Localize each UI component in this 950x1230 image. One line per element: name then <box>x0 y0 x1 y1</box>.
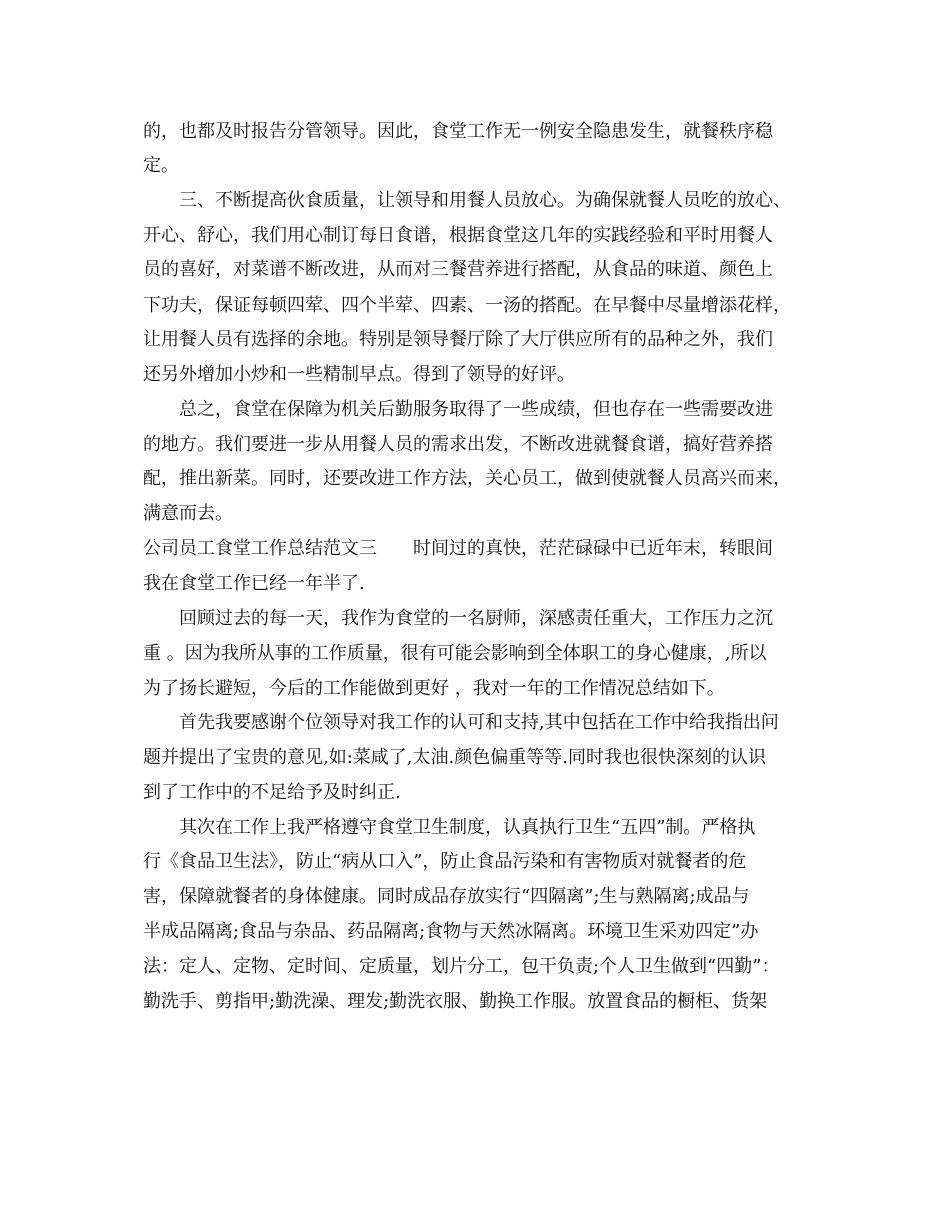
text-line: 害，保障就餐者的身体健康。同时成品存放实行“四隔离”;生与熟隔离;成品与 <box>143 886 750 907</box>
text-line: 配，推出新菜。同时，还要改进工作方法，关心员工，做到使就餐人员高兴而来， <box>143 468 791 489</box>
text-line: 的，也都及时报告分管领导。因此，食堂工作无一例安全隐患发生，就餐秩序稳 <box>143 121 773 142</box>
text-line: 回顾过去的每一天，我作为食堂的一名厨师，深感责任重大，工作压力之沉 <box>179 608 773 629</box>
text-line: 还另外增加小炒和一些精制早点。得到了领导的好评。 <box>143 364 575 385</box>
text-line: 满意而去。 <box>143 503 233 524</box>
text-line: 定。 <box>143 155 179 176</box>
text-line: 勤洗手、剪指甲;勤洗澡、理发;勤洗衣服、勤换工作服。放置食品的橱柜、货架 <box>143 991 768 1012</box>
text-line: 到了工作中的不足给予及时纠正. <box>143 782 401 803</box>
text-line: 为了扬长避短，今后的工作能做到更好 ，我对一年的工作情况总结如下。 <box>143 678 725 699</box>
text-line: 让用餐人员有选择的余地。特别是领导餐厅除了大厅供应所有的品种之外，我们 <box>143 329 773 350</box>
text-line: 首先我要感谢个位领导对我工作的认可和支持,其中包括在工作中给我指出问 <box>179 712 779 733</box>
text-line: 其次在工作上我严格遵守食堂卫生制度，认真执行卫生“五四”制。严格执 <box>179 817 756 838</box>
text-line: 题并提出了宝贵的意见,如:菜咸了,太油.颜色偏重等等.同时我也很快深刻的认识 <box>143 747 766 768</box>
text-line: 总之，食堂在保障为机关后勤服务取得了一些成绩，但也存在一些需要改进 <box>179 399 773 420</box>
text-line: 重 。因为我所从事的工作质量，很有可能会影响到全体职工的身心健康，,所以 <box>143 643 767 664</box>
text-line: 三、不断提高伙食质量，让领导和用餐人员放心。为确保就餐人员吃的放心、 <box>179 190 791 211</box>
text-line: 员的喜好，对菜谱不断改进，从而对三餐营养进行搭配，从食品的味道、颜色上 <box>143 259 773 280</box>
text-line: 法：定人、定物、定时间、定质量，划片分工，包干负责;个人卫生做到“四勤”： <box>143 956 780 977</box>
text-line: 开心、舒心，我们用心制订每日食谱，根据食堂这几年的实践经验和平时用餐人 <box>143 225 773 246</box>
text-line: 行《食品卫生法》，防止“病从口入”，防止食品污染和有害物质对就餐者的危 <box>143 851 747 872</box>
text-line: 的地方。我们要进一步从用餐人员的需求出发，不断改进就餐食谱，搞好营养搭 <box>143 434 773 455</box>
text-line: 我在食堂工作已经一年半了. <box>143 573 365 594</box>
section-heading-line: 公司员工食堂工作总结范文三 时间过的真快，茫茫碌碌中已近年末，转眼间 <box>143 538 773 559</box>
text-line: 半成品隔离;食品与杂品、药品隔离;食物与天然冰隔离。环境卫生采劝四定”办 <box>143 921 759 942</box>
text-line: 下功夫，保证每顿四荤、四个半荤、四素、一汤的搭配。在早餐中尽量增添花样， <box>143 295 791 316</box>
